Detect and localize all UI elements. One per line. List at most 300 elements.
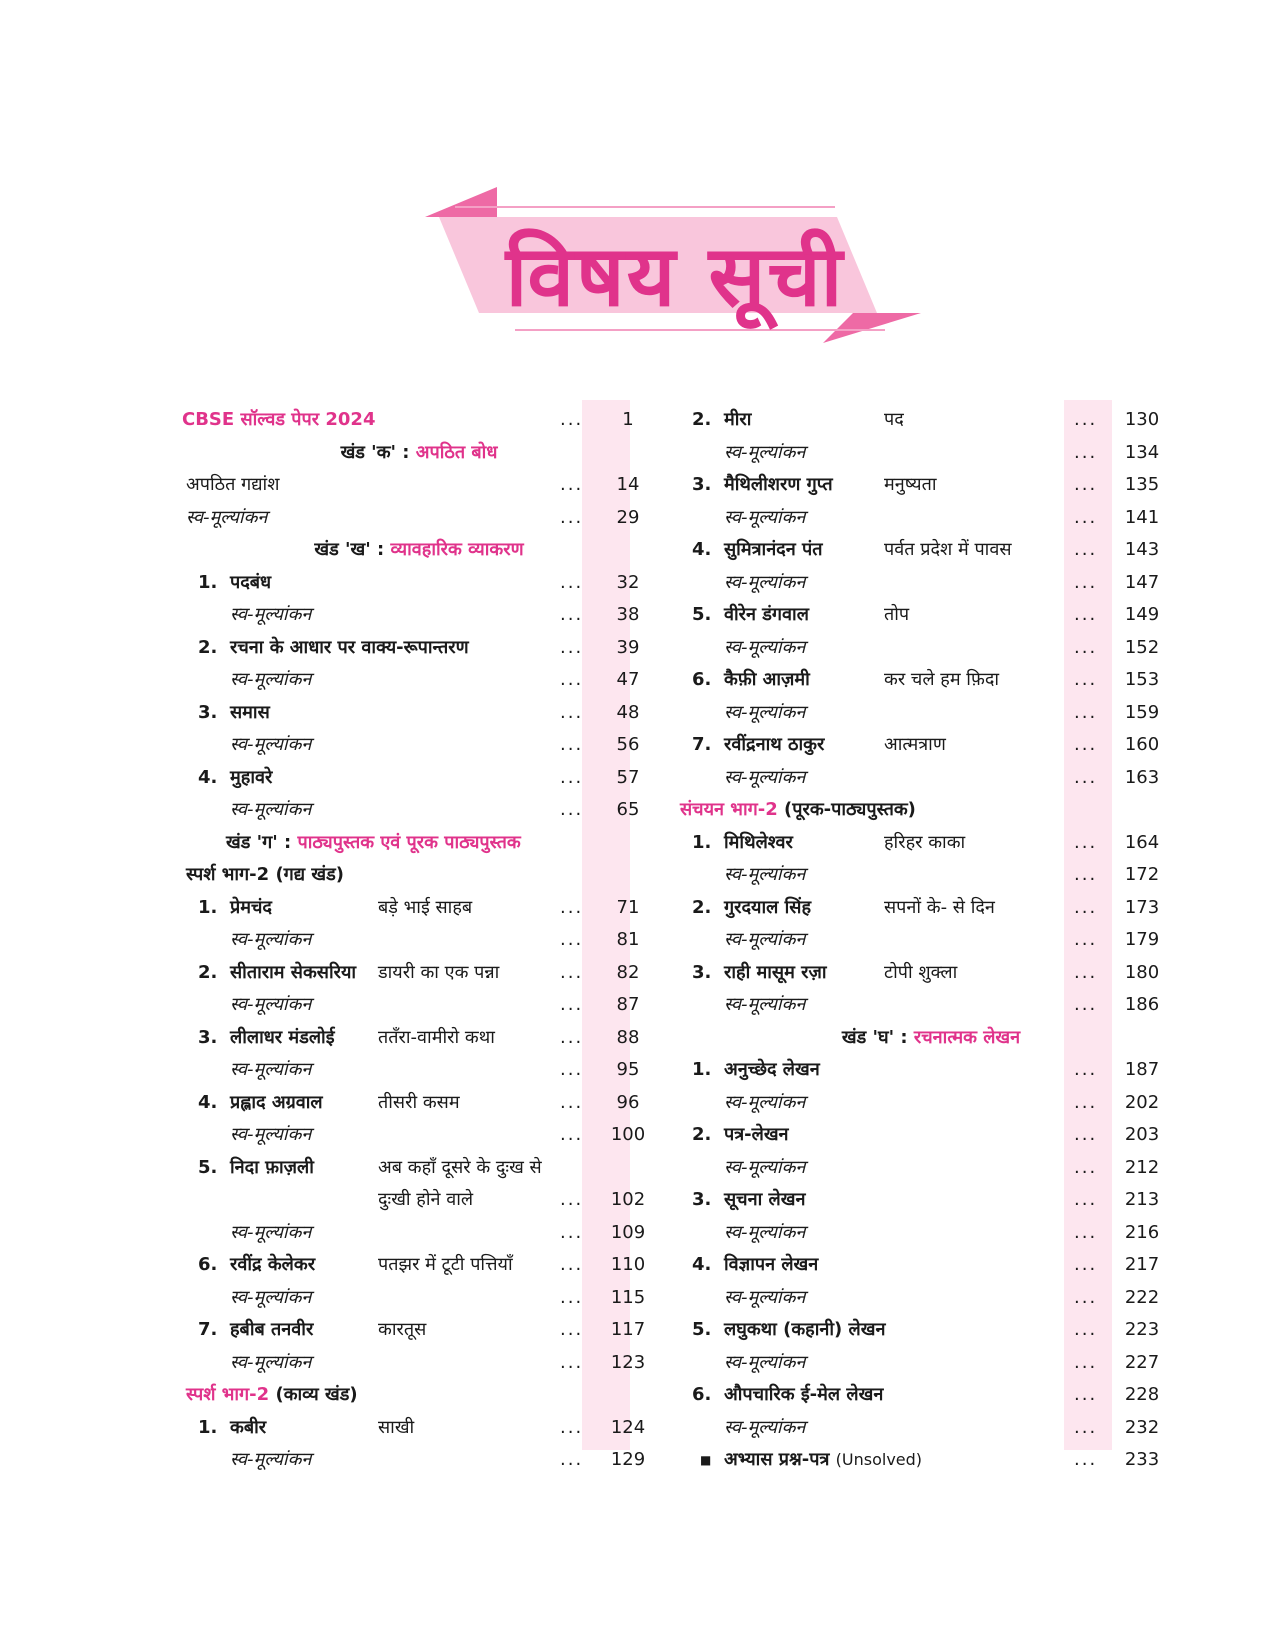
entry-author: प्रह्लाद अग्रवाल [230,1091,323,1113]
section-prefix: खंड 'क' : [340,441,410,463]
leader-dots: ... [560,994,584,1015]
subsection-heading-sparsh-gadya [186,859,652,892]
page-number: 110 [610,1254,646,1275]
leader-dots: ... [1074,929,1098,950]
toc-entry-self-assessment[interactable] [186,794,652,827]
toc-entry-self-assessment[interactable] [186,502,652,535]
page-number: 152 [1124,636,1160,658]
entry-label: स्व-मूल्यांकन [230,604,312,625]
entry-author: निदा फ़ाज़ली [230,1156,314,1178]
leader-dots: ... [1074,441,1098,463]
entry-number: 5. [198,1156,218,1178]
toc-entry-apathit[interactable] [186,469,652,502]
entry-work: टोपी शुक्ला [884,961,958,983]
toc-entry-cbse[interactable] [182,404,652,437]
leader-dots: ... [560,1221,584,1243]
entry-author: रवींद्रनाथ ठाकुर [724,734,825,755]
leader-dots: ... [560,636,584,658]
page-number: 130 [1124,409,1160,430]
toc-entry-practice-paper[interactable] [692,1444,1170,1477]
entry-work: तोप [884,604,910,625]
entry-number: 2. [692,896,712,918]
leader-dots: ... [560,1254,584,1275]
page-number: 124 [610,1416,646,1438]
entry-label: स्व-मूल्यांकन [230,799,312,820]
leader-dots: ... [1074,701,1098,723]
page-number: 95 [616,1059,640,1080]
toc-entry[interactable] [186,1087,652,1120]
entry-work: आत्मत्राण [884,734,946,755]
page-number: 65 [616,799,640,820]
leader-dots: ... [1074,1221,1098,1243]
leader-dots: ... [1074,831,1098,853]
toc-entry[interactable] [186,632,652,665]
leader-dots: ... [560,799,584,820]
toc-entry-self-assessment[interactable] [692,697,1170,730]
entry-number: 6. [692,669,712,690]
entry-number: 3. [198,1026,218,1048]
page-number: 14 [616,474,640,495]
toc-entry-self-assessment[interactable] [692,859,1170,892]
square-bullet-icon: ■ [700,1453,712,1467]
page-number: 56 [616,734,640,755]
page-number: 186 [1124,994,1160,1015]
page-number: 117 [610,1319,646,1340]
section-name: व्यावहारिक व्याकरण [390,539,524,560]
entry-work: मनुष्यता [884,474,937,495]
toc-entry-self-assessment[interactable] [186,924,652,957]
leader-dots: ... [560,474,584,495]
leader-dots: ... [1074,604,1098,625]
section-prefix: खंड 'ग' : [226,831,292,853]
entry-label: मुहावरे [230,766,273,788]
page-number: 129 [610,1449,646,1470]
leader-dots: ... [1074,734,1098,755]
leader-dots: ... [560,506,584,528]
page-number: 123 [610,1351,646,1373]
toc-entry-self-assessment[interactable] [692,502,1170,535]
leader-dots: ... [1074,896,1098,918]
entry-note: (Unsolved) [835,1450,923,1469]
page-number: 57 [616,766,640,788]
leader-dots: ... [560,701,584,723]
page-number: 212 [1124,1156,1160,1178]
leader-dots: ... [1074,1286,1098,1308]
toc-entry-self-assessment[interactable] [692,1347,1170,1380]
toc-entry[interactable] [186,1412,652,1445]
leader-dots: ... [560,669,584,690]
page-number: 228 [1124,1384,1160,1405]
page-number: 100 [610,1124,646,1145]
entry-label: स्व-मूल्यांकन [724,994,806,1015]
entry-work-line1: अब कहाँ दूसरे के दुःख से [378,1156,542,1178]
page-number: 160 [1124,734,1160,755]
toc-right-column [680,404,1170,1477]
leader-dots: ... [1074,1449,1098,1470]
leader-dots: ... [560,1059,584,1080]
leader-dots: ... [1074,1059,1098,1080]
entry-author: राही मासूम रज़ा [724,961,827,983]
entry-work: डायरी का एक पन्ना [378,961,500,983]
toc-entry-self-assessment[interactable] [692,1087,1170,1120]
toc-entry[interactable] [692,827,1170,860]
subsection-subtitle: (काव्य खंड) [275,1384,358,1405]
toc-entry[interactable] [692,1249,1170,1282]
leader-dots: ... [1074,1091,1098,1113]
entry-author: रवींद्र केलेकर [230,1254,316,1275]
leader-dots: ... [1074,1384,1098,1405]
toc-entry-self-assessment[interactable] [186,729,652,762]
leader-dots: ... [1074,539,1098,560]
page-number: 187 [1124,1059,1160,1080]
entry-number: 1. [198,896,218,918]
page-number: 47 [616,669,640,690]
toc-entry[interactable] [186,1022,652,1055]
leader-dots: ... [1074,961,1098,983]
subsection-heading-sanchayan [680,794,1170,827]
page-number: 102 [610,1189,646,1210]
toc-entry[interactable] [186,697,652,730]
subsection-subtitle: (पूरक-पाठ्यपुस्तक) [784,799,916,820]
leader-dots: ... [560,896,584,918]
section-prefix: खंड 'ख' : [314,539,385,560]
toc-entry-self-assessment[interactable] [186,1282,652,1315]
entry-author: कैफ़ी आज़मी [724,669,810,690]
entry-label: स्व-मूल्यांकन [230,1351,312,1373]
page-number: 71 [616,896,640,918]
toc-left-column [182,404,652,1477]
entry-author: लीलाधर मंडलोई [230,1026,335,1048]
page-number: 32 [616,571,640,593]
leader-dots: ... [1074,864,1098,885]
entry-number: 5. [692,604,712,625]
section-heading-khand-gha [692,1022,1170,1055]
leader-dots: ... [1074,1254,1098,1275]
leader-dots: ... [560,571,584,593]
leader-dots: ... [1074,571,1098,593]
toc-entry-self-assessment[interactable] [186,1119,652,1152]
page-number: 164 [1124,831,1160,853]
entry-label: स्व-मूल्यांकन [724,1091,806,1113]
leader-dots: ... [1074,506,1098,528]
entry-number: 6. [692,1384,712,1405]
toc-entry-self-assessment[interactable] [186,989,652,1022]
leader-dots: ... [560,1091,584,1113]
page-number: 202 [1124,1091,1160,1113]
entry-label: लघुकथा (कहानी) लेखन [724,1319,886,1340]
entry-label: सूचना लेखन [724,1189,806,1210]
page-number: 143 [1124,539,1160,560]
entry-label: स्व-मूल्यांकन [230,994,312,1015]
entry-author: गुरदयाल सिंह [724,896,812,918]
entry-label: स्व-मूल्यांकन [230,1221,312,1243]
section-heading-khand-ka [186,437,652,470]
page-number: 87 [616,994,640,1015]
entry-work: हरिहर काका [884,831,966,853]
toc-entry[interactable] [692,729,1170,762]
page-number: 179 [1124,929,1160,950]
page-number: 135 [1124,474,1160,495]
toc-entry-self-assessment[interactable] [186,599,652,632]
entry-label: विज्ञापन लेखन [724,1254,819,1275]
leader-dots: ... [1074,1416,1098,1438]
subsection-heading-sparsh-kavya [186,1379,652,1412]
entry-label: स्व-मूल्यांकन [724,571,806,593]
toc-entry-self-assessment[interactable] [692,567,1170,600]
page-number: 29 [616,506,640,528]
toc-entry[interactable] [186,1249,652,1282]
entry-number: 1. [692,831,712,853]
page-number: 233 [1124,1449,1160,1470]
entry-author: वीरेन डंगवाल [724,604,809,625]
page-number: 172 [1124,864,1160,885]
entry-label: अनुच्छेद लेखन [724,1059,820,1080]
entry-work: बड़े भाई साहब [378,896,473,918]
toc-entry[interactable] [186,1314,652,1347]
subsection-title: संचयन भाग-2 [680,799,778,820]
entry-label: स्व-मूल्यांकन [724,766,806,788]
leader-dots: ... [560,929,584,950]
leader-dots: ... [560,1351,584,1373]
entry-label: स्व-मूल्यांकन [724,1416,806,1438]
page-title: विषय सूची [505,227,845,325]
page-number: 38 [616,604,640,625]
entry-number: 3. [692,1189,712,1210]
toc-entry-self-assessment[interactable] [692,1152,1170,1185]
entry-label: स्व-मूल्यांकन [230,929,312,950]
entry-author: मिथिलेश्वर [724,831,793,853]
page-number: 217 [1124,1254,1160,1275]
toc-entry[interactable] [692,1379,1170,1412]
toc-entry[interactable] [692,1054,1170,1087]
entry-label: स्व-मूल्यांकन [724,701,806,723]
entry-label: स्व-मूल्यांकन [724,1156,806,1178]
toc-entry-self-assessment[interactable] [692,989,1170,1022]
leader-dots: ... [560,1416,584,1438]
entry-number: 4. [692,539,712,560]
page-number: 141 [1124,506,1160,528]
entry-number: 7. [198,1319,218,1340]
toc-entry-self-assessment[interactable] [186,1347,652,1380]
toc-entry[interactable] [186,567,652,600]
page-number: 216 [1124,1221,1160,1243]
entry-number: 4. [692,1254,712,1275]
entry-number: 5. [692,1319,712,1340]
entry-work-line2: दुःखी होने वाले [378,1189,474,1210]
leader-dots: ... [560,1189,584,1210]
entry-label: स्व-मूल्यांकन [724,441,806,463]
toc-entry[interactable] [692,1119,1170,1152]
leader-dots: ... [560,604,584,625]
entry-label: पत्र-लेखन [724,1124,789,1145]
entry-label: रचना के आधार पर वाक्य-रूपान्तरण [230,636,469,658]
entry-work: कारतूस [378,1319,427,1340]
leader-dots: ... [560,1124,584,1145]
entry-number: 1. [198,1416,218,1438]
entry-work: पतझर में टूटी पत्तियाँ [378,1254,513,1275]
page-number: 159 [1124,701,1160,723]
section-name: पाठ्यपुस्तक एवं पूरक पाठ्यपुस्तक [297,831,521,853]
leader-dots: ... [560,734,584,755]
toc-entry-self-assessment[interactable] [692,924,1170,957]
page-number: 153 [1124,669,1160,690]
toc-entry-self-assessment[interactable] [186,1217,652,1250]
page-number: 232 [1124,1416,1160,1438]
entry-number: 3. [198,701,218,723]
leader-dots: ... [1074,1189,1098,1210]
page-number: 96 [616,1091,640,1113]
toc-entry-self-assessment[interactable] [692,1412,1170,1445]
entry-number: 1. [198,571,218,593]
toc-entry-self-assessment[interactable] [186,664,652,697]
entry-number: 4. [198,766,218,788]
leader-dots: ... [1074,994,1098,1015]
section-heading-khand-kha [186,534,652,567]
leader-dots: ... [560,961,584,983]
entry-author: हबीब तनवीर [230,1319,314,1340]
entry-label: स्व-मूल्यांकन [724,506,806,528]
page-number: 1 [622,409,634,430]
toc-entry[interactable] [186,957,652,990]
page-number: 134 [1124,441,1160,463]
entry-label: स्व-मूल्यांकन [724,864,806,885]
entry-label: स्व-मूल्यांकन [724,1221,806,1243]
leader-dots: ... [1074,1351,1098,1373]
title-banner [425,185,925,365]
toc-entry-two-line[interactable] [186,1152,652,1217]
section-heading-khand-ga [186,827,652,860]
entry-label: स्व-मूल्यांकन [230,734,312,755]
page-number: 39 [616,636,640,658]
leader-dots: ... [1074,669,1098,690]
page-number: 163 [1124,766,1160,788]
entry-label: पदबंध [230,571,272,593]
page-number: 222 [1124,1286,1160,1308]
page-number: 88 [616,1026,640,1048]
entry-number: 1. [692,1059,712,1080]
subsection-title: स्पर्श भाग-2 (गद्य खंड) [186,864,344,885]
entry-work: कर चले हम फ़िदा [884,669,1000,690]
entry-label: स्व-मूल्यांकन [724,1351,806,1373]
entry-number: 2. [692,409,712,430]
toc-entry[interactable] [692,892,1170,925]
leader-dots: ... [1074,1156,1098,1178]
entry-author: सीताराम सेकसरिया [230,961,357,983]
entry-label: स्व-मूल्यांकन [230,1124,312,1145]
leader-dots: ... [560,1449,584,1470]
toc-entry-self-assessment[interactable] [186,1444,652,1477]
toc-entry[interactable] [186,762,652,795]
page-number: 48 [616,701,640,723]
entry-number: 6. [198,1254,218,1275]
entry-work: पद [884,409,904,430]
toc-entry[interactable] [692,534,1170,567]
entry-number: 3. [692,474,712,495]
toc-entry[interactable] [692,469,1170,502]
toc-entry-self-assessment[interactable] [692,1217,1170,1250]
section-prefix: खंड 'घ' : [841,1026,908,1048]
leader-dots: ... [1074,766,1098,788]
cbse-label: CBSE सॉल्वड पेपर 2024 [182,409,376,430]
entry-number: 4. [198,1091,218,1113]
toc-entry[interactable] [692,1184,1170,1217]
leader-dots: ... [560,1026,584,1048]
entry-label: स्व-मूल्यांकन [230,1059,312,1080]
leader-dots: ... [1074,1124,1098,1145]
entry-label: अभ्यास प्रश्न-पत्र [724,1449,830,1470]
entry-number: 2. [692,1124,712,1145]
toc-entry-self-assessment[interactable] [692,762,1170,795]
entry-author: मीरा [724,409,752,430]
entry-label: स्व-मूल्यांकन [186,506,268,528]
section-name: अपठित बोध [415,441,498,463]
entry-label: अपठित गद्यांश [186,474,280,495]
page-number: 227 [1124,1351,1160,1373]
entry-number: 3. [692,961,712,983]
entry-label: स्व-मूल्यांकन [230,1449,312,1470]
entry-label: स्व-मूल्यांकन [230,1286,312,1308]
entry-number: 7. [692,734,712,755]
toc-entry-self-assessment[interactable] [186,1054,652,1087]
leader-dots: ... [1074,636,1098,658]
entry-work: तीसरी कसम [378,1091,460,1113]
entry-work: पर्वत प्रदेश में पावस [884,539,1012,560]
page-number: 149 [1124,604,1160,625]
entry-label: स्व-मूल्यांकन [724,1286,806,1308]
page-number: 223 [1124,1319,1160,1340]
page-number: 213 [1124,1189,1160,1210]
page-number: 203 [1124,1124,1160,1145]
entry-author: सुमित्रानंदन पंत [724,539,823,560]
entry-work: ततँरा-वामीरो कथा [378,1026,495,1048]
toc-entry[interactable] [692,664,1170,697]
subsection-title: स्पर्श भाग-2 [186,1384,270,1405]
entry-author: मैथिलीशरण गुप्त [724,474,833,495]
toc-entry-self-assessment[interactable] [692,1282,1170,1315]
entry-label: स्व-मूल्यांकन [724,929,806,950]
section-name: रचनात्मक लेखन [913,1026,1021,1048]
toc-entry-self-assessment[interactable] [692,632,1170,665]
page-number: 173 [1124,896,1160,918]
page-number: 115 [610,1286,646,1308]
entry-label: स्व-मूल्यांकन [724,636,806,658]
toc-entry[interactable] [692,1314,1170,1347]
entry-label: समास [230,701,270,723]
page-number: 180 [1124,961,1160,983]
leader-dots: ... [560,1319,584,1340]
page-number: 82 [616,961,640,983]
leader-dots: ... [560,766,584,788]
leader-dots: ... [1074,474,1098,495]
entry-label: स्व-मूल्यांकन [230,669,312,690]
toc-entry[interactable] [692,404,1170,437]
entry-author: कबीर [230,1416,267,1438]
page-number: 81 [616,929,640,950]
page-number: 147 [1124,571,1160,593]
toc-entry-self-assessment[interactable] [692,437,1170,470]
leader-dots: ... [1074,1319,1098,1340]
entry-number: 2. [198,636,218,658]
toc-entry[interactable] [186,892,652,925]
entry-work: साखी [378,1416,415,1438]
leader-dots: ... [560,1286,584,1308]
toc-entry[interactable] [692,957,1170,990]
entry-number: 2. [198,961,218,983]
page-number: 109 [610,1221,646,1243]
toc-entry[interactable] [692,599,1170,632]
leader-dots: ... [560,409,584,430]
entry-label: औपचारिक ई-मेल लेखन [724,1384,884,1405]
